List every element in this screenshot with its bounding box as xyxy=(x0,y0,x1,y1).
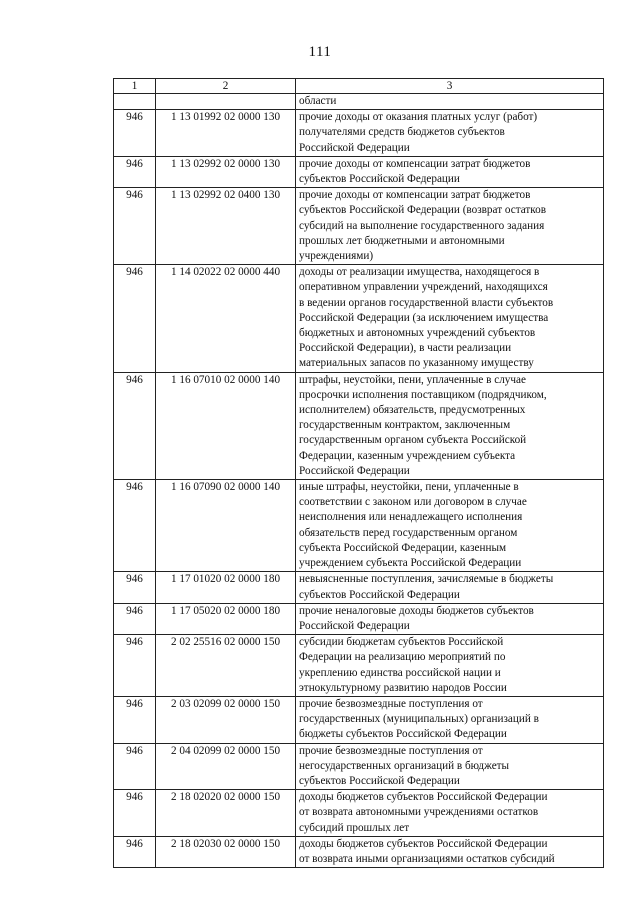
description-cell xyxy=(296,480,604,572)
table-row xyxy=(114,480,604,572)
table-row xyxy=(114,156,604,187)
table-row xyxy=(114,603,604,634)
admin-code-cell: 946 xyxy=(114,635,156,697)
description-line: прочие безвозмездные поступления от xyxy=(299,697,483,710)
description-cell xyxy=(296,836,604,867)
kbk-code-cell: 1 14 02022 02 0000 440 xyxy=(156,265,296,372)
description-line: субъектов Российской Федерации xyxy=(299,588,460,601)
description-line: невыясненные поступления, зачисляемые в бюджеты xyxy=(299,573,554,586)
description-line: бюджеты субъектов Российской Федерации xyxy=(299,728,507,741)
description-cell xyxy=(296,265,604,372)
description-line: исполнителем) обязательств, предусмотренных xyxy=(299,404,526,417)
description-cell xyxy=(296,603,604,634)
admin-code-cell: 946 xyxy=(114,265,156,372)
description-line: негосударственных организаций в бюджеты xyxy=(299,759,510,772)
description-line: учреждениями) xyxy=(299,250,374,263)
description-line: субъектов Российской Федерации xyxy=(299,173,460,186)
page-number: 111 xyxy=(308,44,332,60)
description-cell xyxy=(296,156,604,187)
description-line: доходы от реализации имущества, находящегося в xyxy=(299,266,540,279)
description-line: доходы бюджетов субъектов Российской Федерации xyxy=(299,837,548,850)
description-line: субъекта Российской Федерации, казенным xyxy=(299,541,507,554)
kbk-code-cell: 1 13 02992 02 0000 130 xyxy=(156,156,296,187)
description-cell xyxy=(296,110,604,157)
admin-code-cell: 946 xyxy=(114,603,156,634)
description-cell xyxy=(296,188,604,265)
description-line: Российской Федерации (за исключением имущества xyxy=(299,311,549,324)
description-line: субсидий прошлых лет xyxy=(299,821,410,834)
table-row xyxy=(114,572,604,603)
description-cell xyxy=(296,372,604,479)
column-header: 3 xyxy=(296,79,604,94)
admin-code-cell: 946 xyxy=(114,836,156,867)
description-line: прочие доходы от оказания платных услуг (работ) xyxy=(299,111,538,124)
admin-code-cell: 946 xyxy=(114,110,156,157)
table-row xyxy=(114,696,604,743)
description-line: прошлых лет бюджетными и автономными xyxy=(299,234,505,247)
description-line: субсидии бюджетам субъектов Российской xyxy=(299,636,504,649)
admin-code-cell: 946 xyxy=(114,790,156,837)
continuation-row xyxy=(114,94,604,110)
description-line: прочие доходы от компенсации затрат бюджетов xyxy=(299,157,531,170)
description-line: Российской Федерации xyxy=(299,141,410,154)
description-line: субъектов Российской Федерации xyxy=(299,774,460,787)
description-line: государственным органом субъекта Российской xyxy=(299,434,527,447)
description-line: прочие безвозмездные поступления от xyxy=(299,744,483,757)
description-line: Российской Федерации xyxy=(299,464,410,477)
description-line: укреплению единства российской нации и xyxy=(299,666,501,679)
column-header: 2 xyxy=(156,79,296,94)
description-cell xyxy=(296,572,604,603)
kbk-code-cell: 1 13 01992 02 0000 130 xyxy=(156,110,296,157)
admin-code-cell: 946 xyxy=(114,572,156,603)
description-line: в ведении органов государственной власти субъектов xyxy=(299,296,554,309)
table-row xyxy=(114,372,604,479)
table-row xyxy=(114,110,604,157)
description-cell xyxy=(296,635,604,697)
description-line: оперативном управлении учреждений, находящихся xyxy=(299,281,548,294)
description-line: штрафы, неустойки, пени, уплаченные в случае xyxy=(299,373,526,386)
description-line: просрочки исполнения поставщиком (подрядчиком, xyxy=(299,388,547,401)
table-row xyxy=(114,265,604,372)
kbk-code-cell: 2 18 02020 02 0000 150 xyxy=(156,790,296,837)
description-line: Российской Федерации xyxy=(299,619,410,632)
kbk-code-cell: 1 16 07090 02 0000 140 xyxy=(156,480,296,572)
table-row xyxy=(114,188,604,265)
admin-code-cell: 946 xyxy=(114,156,156,187)
description-line: соответствии с законом или договором в случае xyxy=(299,496,527,509)
description-line: Российской Федерации), в части реализации xyxy=(299,342,512,355)
admin-code-cell: 946 xyxy=(114,480,156,572)
revenue-codes-table xyxy=(113,78,604,868)
column-header: 1 xyxy=(114,79,156,94)
kbk-code-cell: 1 13 02992 02 0400 130 xyxy=(156,188,296,265)
description-line: прочие неналоговые доходы бюджетов субъектов xyxy=(299,604,534,617)
description-line: этнокультурному развитию народов России xyxy=(299,681,507,694)
description-line: от возврата иными организациями остатков субсидий xyxy=(299,852,555,865)
description-line: обязательств перед государственным органом xyxy=(299,526,518,539)
table-row xyxy=(114,635,604,697)
description-line: прочие доходы от компенсации затрат бюджетов xyxy=(299,189,531,202)
kbk-code-cell: 2 04 02099 02 0000 150 xyxy=(156,743,296,790)
description-line: субъектов Российской Федерации (возврат остатков xyxy=(299,204,547,217)
table-header-row xyxy=(114,79,604,94)
description-cell xyxy=(296,743,604,790)
description-line: Федерации на реализацию мероприятий по xyxy=(299,651,506,664)
admin-code-cell: 946 xyxy=(114,188,156,265)
description-line: субсидий на выполнение государственного задания xyxy=(299,219,545,232)
description-cell xyxy=(296,790,604,837)
table-row xyxy=(114,743,604,790)
description-line: неисполнения или ненадлежащего исполнения xyxy=(299,511,523,524)
table-row xyxy=(114,836,604,867)
description-cell: области xyxy=(296,94,604,110)
description-line: государственных (муниципальных) организаций в xyxy=(299,713,539,726)
kbk-code-cell xyxy=(156,94,296,110)
admin-code-cell: 946 xyxy=(114,743,156,790)
kbk-code-cell: 2 03 02099 02 0000 150 xyxy=(156,696,296,743)
kbk-code-cell: 2 18 02030 02 0000 150 xyxy=(156,836,296,867)
table-row xyxy=(114,790,604,837)
description-line: бюджетных и автономных учреждений субъектов xyxy=(299,327,536,340)
description-line: Федерации, казенным учреждением субъекта xyxy=(299,449,516,462)
admin-code-cell: 946 xyxy=(114,696,156,743)
description-line: учреждением субъекта Российской Федерации xyxy=(299,557,522,570)
kbk-code-cell: 1 17 05020 02 0000 180 xyxy=(156,603,296,634)
kbk-code-cell: 2 02 25516 02 0000 150 xyxy=(156,635,296,697)
description-line: материальных запасов по указанному имуществу xyxy=(299,357,534,370)
admin-code-cell xyxy=(114,94,156,110)
kbk-code-cell: 1 17 01020 02 0000 180 xyxy=(156,572,296,603)
admin-code-cell: 946 xyxy=(114,372,156,479)
description-line: получателями средств бюджетов субъектов xyxy=(299,126,505,139)
description-line: доходы бюджетов субъектов Российской Федерации xyxy=(299,791,548,804)
description-line: от возврата автономными учреждениями остатков xyxy=(299,806,539,819)
description-line: государственным контрактом, заключенным xyxy=(299,419,511,432)
description-line: иные штрафы, неустойки, пени, уплаченные в xyxy=(299,481,519,494)
kbk-code-cell: 1 16 07010 02 0000 140 xyxy=(156,372,296,479)
description-cell xyxy=(296,696,604,743)
